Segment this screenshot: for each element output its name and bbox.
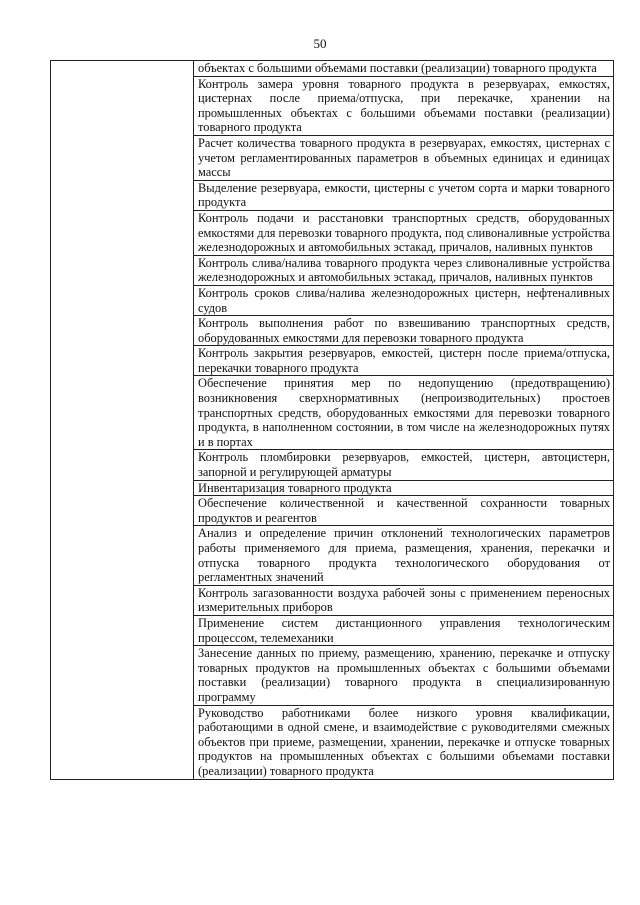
activity-cell: Контроль замера уровня товарного продукта в резервуарах, емкостях, цистернах после приема/отпуска, при перекачке, хранении на промышленных объектах с большими объемами поставки (реализации) товарного продукта bbox=[194, 76, 614, 135]
activity-cell: Контроль загазованности воздуха рабочей зоны с применением переносных измерительных приборов bbox=[194, 585, 614, 615]
activity-cell: Контроль выполнения работ по взвешиванию транспортных средств, оборудованных емкостями для перевозки товарного продукта bbox=[194, 316, 614, 346]
activity-cell: Инвентаризация товарного продукта bbox=[194, 480, 614, 496]
activity-cell: Обеспечение количественной и качественной сохранности товарных продуктов и реагентов bbox=[194, 496, 614, 526]
activity-cell: Занесение данных по приему, размещению, хранению, перекачке и отпуску товарных продуктов на промышленных объектах с большими объемами поставки (реализации) товарного продукта в специализированную программу bbox=[194, 646, 614, 705]
left-column-cell bbox=[51, 61, 194, 780]
activity-cell: Контроль закрытия резервуаров, емкостей, цистерн после приема/отпуска, перекачки товарного продукта bbox=[194, 346, 614, 376]
table-row bbox=[51, 61, 614, 77]
activity-cell: Применение систем дистанционного управления технологическим процессом, телемеханики bbox=[194, 615, 614, 645]
activity-cell: Расчет количества товарного продукта в резервуарах, емкостях, цистернах с учетом регламентированных параметров в объемных единицах и единицах массы bbox=[194, 135, 614, 180]
page-number: 50 bbox=[313, 36, 327, 51]
labor-functions-table bbox=[50, 60, 614, 780]
activity-cell: Выделение резервуара, емкости, цистерны с учетом сорта и марки товарного продукта bbox=[194, 180, 614, 210]
activity-cell: объектах с большими объемами поставки (реализации) товарного продукта bbox=[194, 61, 614, 77]
activity-cell: Руководство работниками более низкого уровня квалификации, работающими в одной смене, и взаимодействие с руководителями смежных объектов при приеме, размещении, хранении, перекачке и отпуске товарных продуктов на промышленных объектах с большими объемами поставки (реализации) товарного продукта bbox=[194, 705, 614, 779]
activity-cell: Контроль подачи и расстановки транспортных средств, оборудованных емкостями для перевозки товарного продукта, под сливоналивные устройства железнодорожных и автомобильных эстакад, причалов, наливных пунктов bbox=[194, 210, 614, 255]
activity-cell: Контроль пломбировки резервуаров, емкостей, цистерн, автоцистерн, запорной и регулирующей арматуры bbox=[194, 450, 614, 480]
activity-cell: Контроль слива/налива товарного продукта через сливоналивные устройства железнодорожных и автомобильных эстакад, причалов, наливных пунктов bbox=[194, 255, 614, 285]
activity-cell: Контроль сроков слива/налива железнодорожных цистерн, нефтеналивных судов bbox=[194, 285, 614, 315]
activity-cell: Анализ и определение причин отклонений технологических параметров работы применяемого для приема, размещения, хранения, перекачки и отпуска товарного продукта технологического оборудования от регламентных значений bbox=[194, 526, 614, 585]
activity-cell: Обеспечение принятия мер по недопущению (предотвращению) возникновения сверхнормативных (непроизводительных) простоев транспортных средств, оборудованных емкостями для перевозки товарного продукта, в наполненном состоянии, в том числе на железнодорожных путях и в портах bbox=[194, 376, 614, 450]
